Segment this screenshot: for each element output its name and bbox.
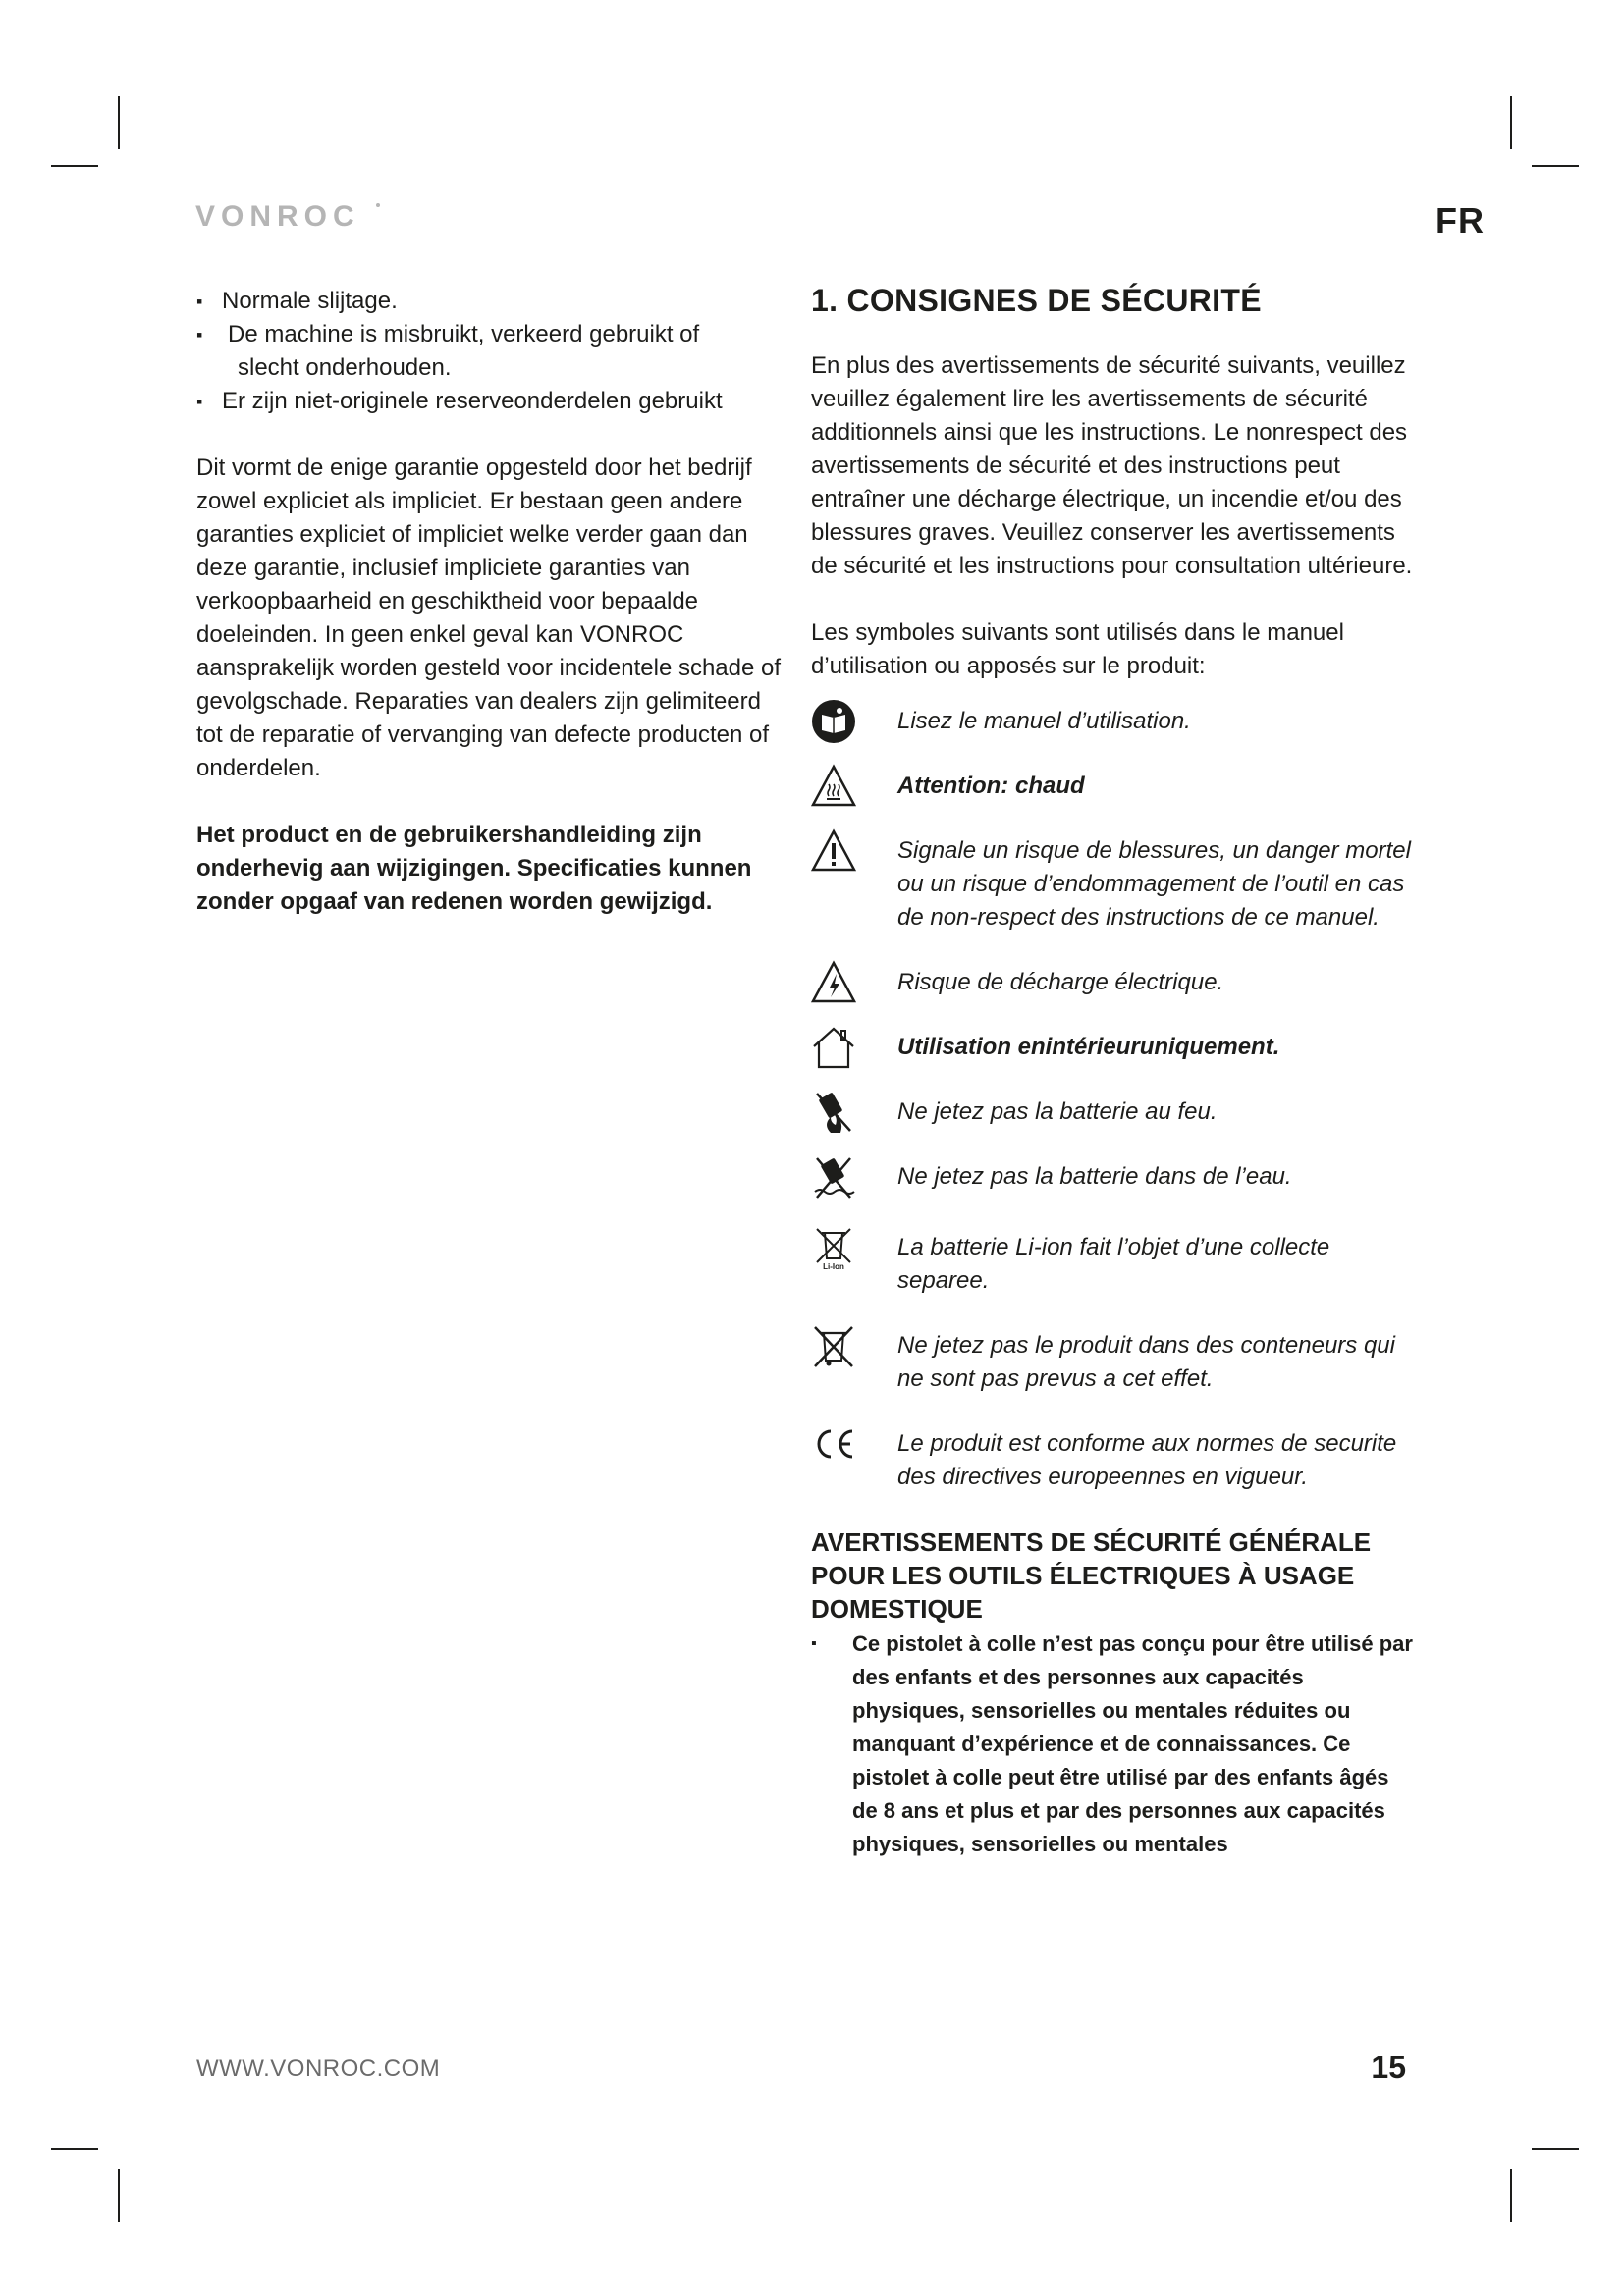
section-title: 1. CONSIGNES DE SÉCURITÉ [811, 283, 1262, 318]
symbol-row [811, 966, 1420, 1005]
intro-paragraph: En plus des avertissements de sécurité suivants, veuillez veuillez également lire les avertissements de sécurité additionnels ainsi que les instructions. Le nonrespect des avertissements de sécurité et des instructions peut entraîner une décharge électrique, un incendie et/ou des blessures graves. Veuillez conserver les avertissements de sécurité et les instructions pour consultation ultérieure. [811, 352, 1413, 579]
symbol-description: Risque de décharge électrique. [897, 969, 1224, 995]
no-water-battery-icon [811, 1154, 856, 1200]
symbols-intro: Les symboles suivants sont utilisés dans le manuel d’utilisation ou apposés sur le produit: [811, 619, 1344, 679]
brand-logo [195, 200, 382, 230]
language-code: FR [1435, 200, 1485, 240]
symbol-description: Utilisation enintérieuruniquement. [897, 1034, 1280, 1060]
warning-icon [811, 828, 856, 874]
symbol-row [811, 1427, 1420, 1494]
crop-mark [1532, 2148, 1579, 2150]
symbol-description: Ne jetez pas la batterie dans de l’eau. [897, 1163, 1292, 1190]
left-column [196, 285, 785, 919]
general-warnings-title: AVERTISSEMENTS DE SÉCURITÉ GÉNÉRALE POUR LES OUTILS ÉLECTRIQUES À USAGE DOMESTIQUE [811, 1527, 1372, 1624]
list-item [196, 285, 785, 318]
symbol-row [811, 1095, 1420, 1135]
list-item-text: Er zijn niet-originele reserveonderdelen gebruikt [222, 388, 723, 414]
warranty-exclusions-list [196, 285, 785, 418]
symbol-row [811, 705, 1420, 744]
svg-text:Li-Ion: Li-Ion [823, 1262, 844, 1270]
symbol-description: Ne jetez pas le produit dans des conteneurs qui ne sont pas prevus a cet effet. [897, 1332, 1395, 1392]
crop-mark [118, 2169, 120, 2222]
symbol-description: Signale un risque de blessures, un danger mortel ou un risque d’endommagement de l’outil en cas de non-respect des instructions de ce manuel. [897, 837, 1411, 931]
symbol-description: La batterie Li-ion fait l’objet d’une collecte separee. [897, 1234, 1330, 1294]
symbol-row [811, 1160, 1420, 1200]
crop-mark [51, 165, 98, 167]
symbol-description: Ne jetez pas la batterie au feu. [897, 1098, 1218, 1125]
svg-text:VONROC: VONROC [195, 200, 360, 230]
symbol-row [811, 1031, 1420, 1070]
ce-mark-icon [811, 1421, 856, 1467]
symbol-description: Attention: chaud [897, 773, 1085, 799]
list-item [196, 385, 785, 418]
crop-mark [118, 96, 120, 149]
no-fire-battery-icon [811, 1090, 856, 1135]
guarantee-paragraph: Dit vormt de enige garantie opgesteld door het bedrijf zowel expliciet als impliciet. Er bestaan geen andere garanties expliciet of impliciet welke verder gaan dan deze garantie, inclusief impliciete garanties van verkoopbaarheid en geschiktheid voor bepaalde doeleinden. In geen enkel geval kan VONROC aansprakelijk worden gesteld voor incidentele schade of gevolgschade. Reparaties van dealers zijn gelimiteerd tot de reparatie of vervanging van defecte producten of onderdelen. [196, 454, 782, 781]
change-notice: Het product en de gebruikershandleiding zijn onderhevig aan wijzigingen. Specificaties kunnen zonder opgaaf van redenen worden gewijzigd. [196, 822, 752, 915]
website-url: WWW.VONROC.COM [196, 2056, 441, 2082]
list-item-text: De machine is misbruikt, verkeerd gebruikt of [228, 321, 700, 347]
crop-mark [1510, 96, 1512, 149]
symbol-row [811, 770, 1420, 809]
crossed-bin-icon [811, 1323, 856, 1368]
symbol-row [811, 834, 1420, 934]
list-item-text: slecht onderhouden. [238, 354, 452, 381]
page-number: 15 [1371, 2050, 1406, 2085]
symbol-list [811, 705, 1420, 1494]
read-manual-icon [811, 699, 856, 744]
right-column [811, 281, 1420, 1861]
crop-mark [51, 2148, 98, 2150]
list-item-text: Normale slijtage. [222, 288, 398, 314]
symbol-row [811, 1329, 1420, 1396]
symbol-description: Le produit est conforme aux normes de securite des directives europeennes en vigueur. [897, 1430, 1397, 1490]
li-ion-bin-icon [811, 1225, 856, 1270]
crop-mark [1532, 165, 1579, 167]
electric-shock-icon [811, 960, 856, 1005]
list-item [196, 318, 785, 385]
crop-mark [1510, 2169, 1512, 2222]
hot-surface-icon [811, 764, 856, 809]
symbol-row [811, 1231, 1420, 1298]
symbol-description: Lisez le manuel d’utilisation. [897, 708, 1191, 734]
general-warning-item: ▪ Ce pistolet à colle n’est pas conçu pour être utilisé par des enfants et des personnes aux capacités physiques, sensorielles ou mentales réduites ou manquant d’expérience et de connaissances. Ce pistolet à colle peut être utilisé par des enfants âgés de 8 ans et plus et par des personnes aux capacités physiques, sensorielles ou mentales [811, 1628, 1420, 1861]
indoor-use-icon [811, 1025, 856, 1070]
